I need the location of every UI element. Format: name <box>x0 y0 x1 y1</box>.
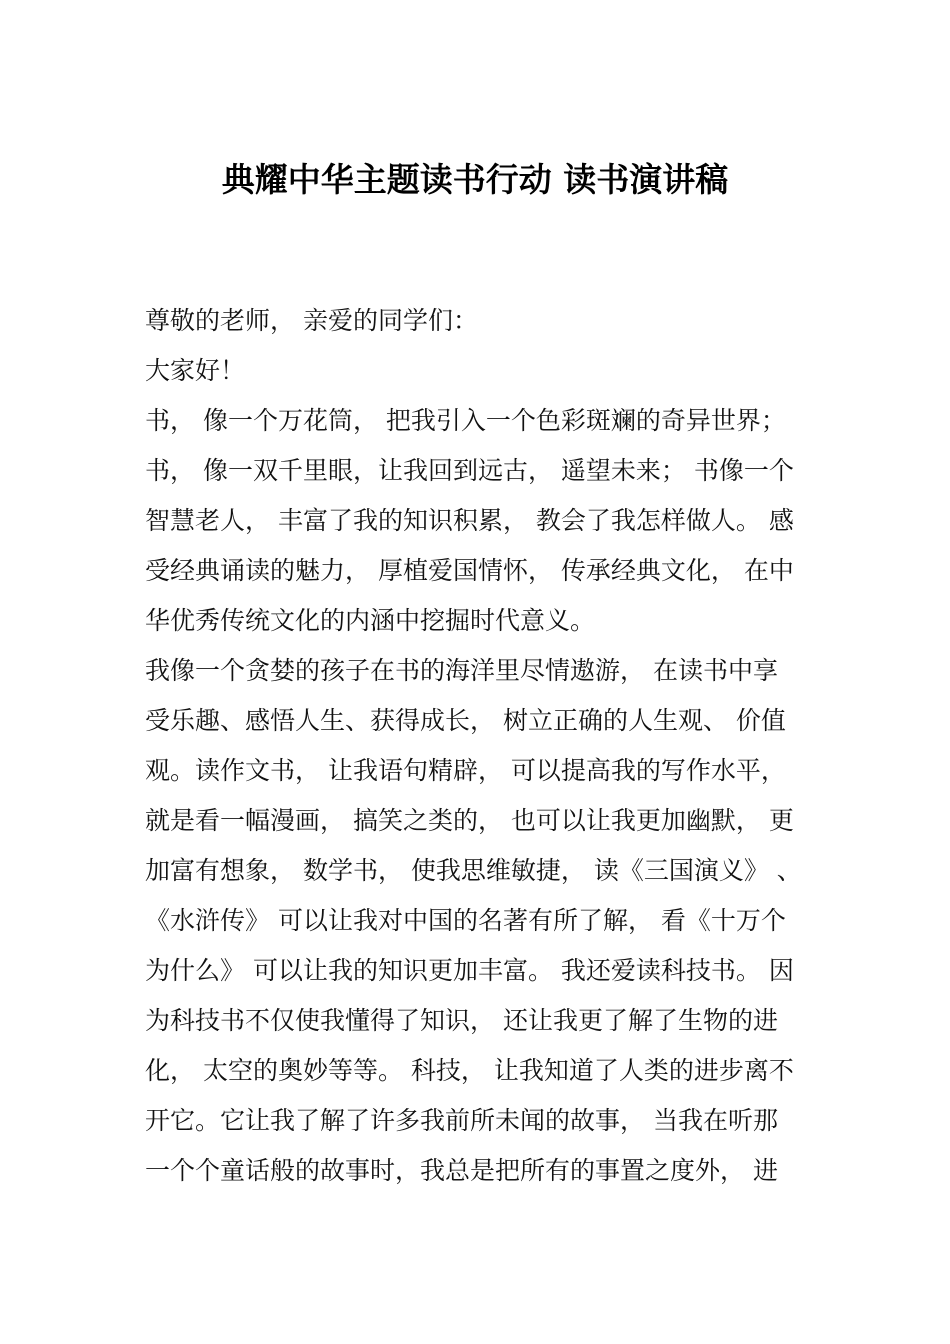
document-body <box>145 296 813 1196</box>
body-line: 书， 像一双千里眼，让我回到远古， 遥望未来； 书像一个 <box>145 456 794 485</box>
body-line: 化， 太空的奥妙等等。 科技， 让我知道了人类的进步离不 <box>145 1056 794 1085</box>
body-line: 为什么》 可以让我的知识更加丰富。 我还爱读科技书。 因 <box>145 956 794 985</box>
body-line: 就是看一幅漫画， 搞笑之类的， 也可以让我更加幽默， 更 <box>145 806 794 835</box>
body-line: 受经典诵读的魅力， 厚植爱国情怀， 传承经典文化， 在中 <box>145 556 794 585</box>
body-line: 华优秀传统文化的内涵中挖掘时代意义。 <box>145 606 596 635</box>
body-line: 《水浒传》 可以让我对中国的名著有所了解， 看《十万个 <box>145 906 786 935</box>
body-line: 我像一个贪婪的孩子在书的海洋里尽情遨游， 在读书中享 <box>145 656 778 685</box>
body-line: 大家好！ <box>145 356 246 385</box>
body-line: 受乐趣、感悟人生、获得成长， 树立正确的人生观、 价值 <box>145 706 786 735</box>
body-line: 尊敬的老师， 亲爱的同学们： <box>145 306 478 335</box>
body-line: 观。读作文书， 让我语句精辟， 可以提高我的写作水平， <box>145 756 786 785</box>
document-title: 典耀中华主题读书行动 读书演讲稿 <box>221 160 729 199</box>
body-line: 书， 像一个万花筒， 把我引入一个色彩斑斓的奇异世界； <box>145 406 786 435</box>
body-line: 为科技书不仅使我懂得了知识， 还让我更了解了生物的进 <box>145 1006 778 1035</box>
body-line: 开它。它让我了解了许多我前所未闻的故事， 当我在听那 <box>145 1106 778 1135</box>
body-line: 加富有想象， 数学书， 使我思维敏捷， 读《三国演义》 、 <box>145 856 802 885</box>
body-line: 一个个童话般的故事时，我总是把所有的事置之度外， 进 <box>145 1156 778 1185</box>
body-line: 智慧老人， 丰富了我的知识积累， 教会了我怎样做人。 感 <box>145 506 794 535</box>
